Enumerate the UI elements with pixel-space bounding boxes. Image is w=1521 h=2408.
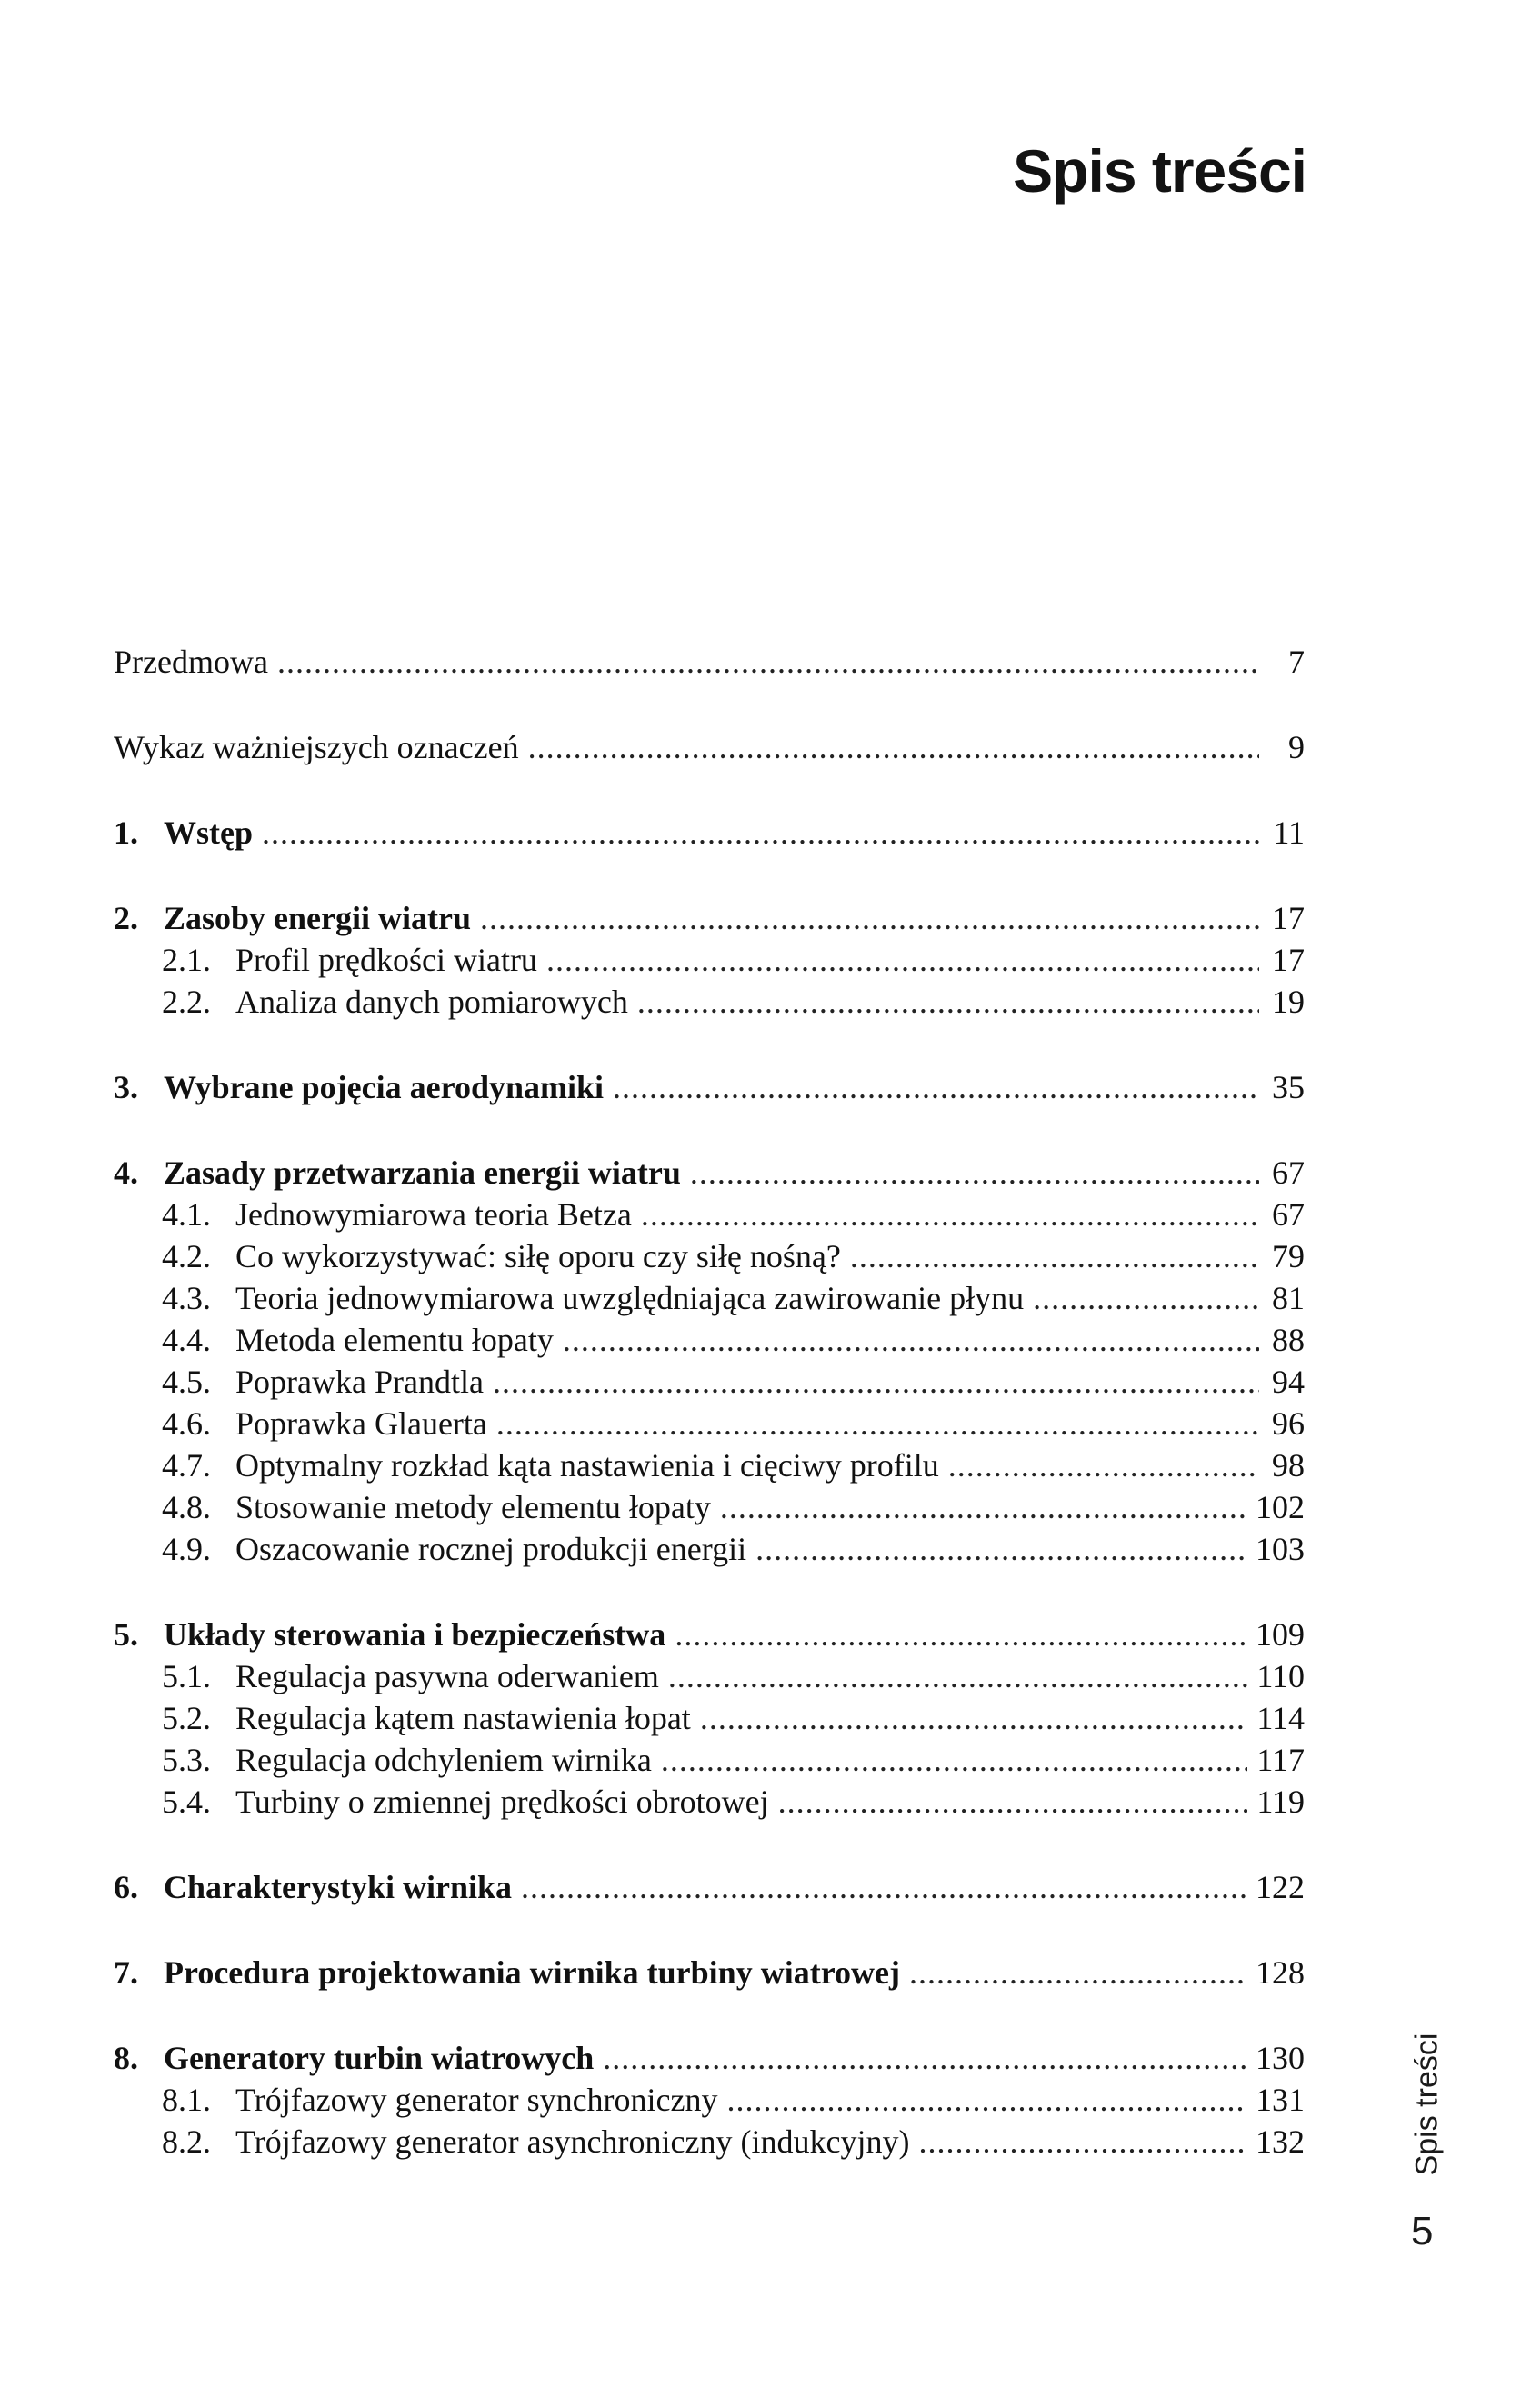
toc-entry-page: 17 (1272, 900, 1305, 936)
toc-entry-wykaz[interactable] (114, 726, 1305, 768)
toc-leader-dots (613, 1066, 1259, 1108)
toc-chapter-number: 8. (114, 2040, 138, 2076)
toc-group-chapter-6 (114, 1866, 1305, 1908)
toc-leader-dots (563, 1319, 1259, 1361)
toc-section-4-5[interactable] (114, 1361, 1305, 1403)
toc-leader-dots (521, 1866, 1246, 1908)
toc-chapter-6[interactable] (114, 1866, 1305, 1908)
toc-leader-dots (700, 1697, 1248, 1739)
toc-leader-dots (637, 981, 1259, 1023)
toc-entry-page: 67 (1272, 1196, 1305, 1233)
toc-chapter-2[interactable] (114, 897, 1305, 939)
toc-entry-page: 122 (1256, 1869, 1305, 1905)
toc-leader-dots (496, 1403, 1259, 1444)
toc-entry-page: 94 (1272, 1364, 1305, 1400)
toc-leader-dots (603, 2037, 1246, 2079)
toc-section-number: 4.7. (162, 1447, 211, 1484)
toc-entry-page: 9 (1288, 729, 1305, 765)
toc-leader-dots (909, 1952, 1246, 1993)
toc-leader-dots (675, 1614, 1246, 1655)
toc-entry-page: 81 (1272, 1280, 1305, 1316)
toc-entry-page: 103 (1256, 1531, 1305, 1567)
toc-section-number: 8.1. (162, 2082, 211, 2118)
toc-leader-dots (948, 1444, 1259, 1486)
toc-entry-page: 102 (1256, 1489, 1305, 1525)
toc-section-4-3[interactable] (114, 1277, 1305, 1319)
toc-entry-przedmowa[interactable] (114, 641, 1305, 683)
toc-group-chapter-7 (114, 1952, 1305, 1993)
side-section-tab-label: Spis treści (1409, 2033, 1445, 2176)
toc-section-5-2[interactable] (114, 1697, 1305, 1739)
toc-leader-dots (480, 897, 1259, 939)
toc-section-4-7[interactable] (114, 1444, 1305, 1486)
toc-section-title: Regulacja odchyleniem wirnika (235, 1742, 652, 1778)
toc-section-title: Poprawka Glauerta (235, 1405, 487, 1442)
toc-leader-dots (690, 1152, 1259, 1194)
toc-chapter-number: 2. (114, 900, 138, 936)
toc-chapter-title: Generatory turbin wiatrowych (164, 2040, 595, 2076)
toc-group-chapter-8 (114, 2037, 1305, 2163)
toc-entry-page: 131 (1256, 2082, 1305, 2118)
toc-entry-page: 96 (1272, 1405, 1305, 1442)
toc-chapter-5[interactable] (114, 1614, 1305, 1655)
toc-chapter-4[interactable] (114, 1152, 1305, 1194)
toc-section-number: 4.8. (162, 1489, 211, 1525)
toc-section-number: 5.1. (162, 1658, 211, 1694)
toc-entry-page: 19 (1272, 984, 1305, 1020)
toc-entry-page: 7 (1288, 644, 1305, 680)
toc-chapter-title: Wstęp (164, 814, 253, 851)
toc-section-title: Trójfazowy generator synchroniczny (235, 2082, 718, 2118)
toc-section-number: 4.2. (162, 1238, 211, 1274)
toc-chapter-number: 3. (114, 1069, 138, 1105)
toc-chapter-number: 7. (114, 1954, 138, 1991)
toc-entry-page: 110 (1256, 1658, 1305, 1694)
toc-section-number: 4.3. (162, 1280, 211, 1316)
toc-section-number: 4.5. (162, 1364, 211, 1400)
toc-chapter-title: Układy sterowania i bezpieczeństwa (164, 1616, 666, 1653)
toc-entry-page: 117 (1256, 1742, 1305, 1778)
toc-section-number: 4.9. (162, 1531, 211, 1567)
toc-entry-page: 128 (1256, 1954, 1305, 1991)
toc-leader-dots (668, 1655, 1248, 1697)
toc-entry-page: 88 (1272, 1322, 1305, 1358)
toc-entry-text: Przedmowa (114, 644, 268, 680)
toc-entry-page: 119 (1256, 1784, 1305, 1820)
toc-leader-dots (493, 1361, 1259, 1403)
toc-section-5-4[interactable] (114, 1781, 1305, 1823)
toc-section-number: 5.3. (162, 1742, 211, 1778)
toc-section-number: 2.2. (162, 984, 211, 1020)
toc-section-number: 4.1. (162, 1196, 211, 1233)
toc-entry-page: 11 (1273, 814, 1305, 851)
toc-section-4-2[interactable] (114, 1235, 1305, 1277)
toc-section-title: Analiza danych pomiarowych (235, 984, 628, 1020)
toc-chapter-title: Zasady przetwarzania energii wiatru (164, 1154, 681, 1191)
toc-section-2-2[interactable] (114, 981, 1305, 1023)
toc-section-number: 5.2. (162, 1700, 211, 1736)
toc-leader-dots (528, 726, 1259, 768)
toc-leader-dots (778, 1781, 1248, 1823)
toc-entry-page: 67 (1272, 1154, 1305, 1191)
toc-section-title: Optymalny rozkład kąta nastawienia i cięciwy profilu (235, 1447, 939, 1484)
toc-section-title: Jednowymiarowa teoria Betza (235, 1196, 632, 1233)
toc-section-2-1[interactable] (114, 939, 1305, 981)
toc-entry-page: 98 (1272, 1447, 1305, 1484)
toc-section-4-8[interactable] (114, 1486, 1305, 1528)
page-number: 5 (1411, 2209, 1434, 2253)
toc-section-title: Regulacja pasywna oderwaniem (235, 1658, 659, 1694)
toc-entry-page: 114 (1256, 1700, 1305, 1736)
toc-group-chapter-5 (114, 1614, 1305, 1823)
toc-chapter-title: Zasoby energii wiatru (164, 900, 471, 936)
toc-section-4-4[interactable] (114, 1319, 1305, 1361)
toc-section-number: 4.4. (162, 1322, 211, 1358)
toc-leader-dots (661, 1739, 1247, 1781)
toc-leader-dots (755, 1528, 1246, 1570)
toc-leader-dots (918, 2121, 1246, 2163)
toc-section-number: 2.1. (162, 942, 211, 978)
toc-entry-page: 132 (1256, 2123, 1305, 2160)
toc-group-chapter-2 (114, 897, 1305, 1023)
toc-leader-dots (850, 1235, 1259, 1277)
toc-chapter-8[interactable] (114, 2037, 1305, 2079)
toc-leader-dots (262, 812, 1259, 854)
toc-group-chapter-3 (114, 1066, 1305, 1108)
toc-section-4-9[interactable] (114, 1528, 1305, 1570)
toc-chapter-1[interactable] (114, 812, 1305, 854)
toc-entry-page: 79 (1272, 1238, 1305, 1274)
toc-group-chapter-1 (114, 812, 1305, 854)
toc-section-title: Teoria jednowymiarowa uwzględniająca zawirowanie płynu (235, 1280, 1025, 1316)
toc-section-number: 8.2. (162, 2123, 211, 2160)
toc-leader-dots (1033, 1277, 1259, 1319)
toc-section-4-1[interactable] (114, 1194, 1305, 1235)
toc-entry-page: 130 (1256, 2040, 1305, 2076)
page-title: Spis treści (1013, 137, 1306, 205)
toc-group-chapter-4 (114, 1152, 1305, 1570)
toc-entry-page: 35 (1272, 1069, 1305, 1105)
toc-section-title: Co wykorzystywać: siłę oporu czy siłę nośną? (235, 1238, 841, 1274)
toc-section-title: Oszacowanie rocznej produkcji energii (235, 1531, 747, 1567)
toc-entry-page: 17 (1272, 942, 1305, 978)
toc-section-5-1[interactable] (114, 1655, 1305, 1697)
toc-chapter-title: Charakterystyki wirnika (164, 1869, 513, 1905)
toc-chapter-number: 1. (114, 814, 138, 851)
toc-entry-text: Wykaz ważniejszych oznaczeń (114, 729, 519, 765)
toc-chapter-title: Wybrane pojęcia aerodynamiki (164, 1069, 604, 1105)
toc-chapter-number: 5. (114, 1616, 138, 1653)
toc-section-title: Profil prędkości wiatru (235, 942, 537, 978)
toc-leader-dots (727, 2079, 1246, 2121)
toc-section-8-1[interactable] (114, 2079, 1305, 2121)
toc-chapter-3[interactable] (114, 1066, 1305, 1108)
toc-leader-dots (546, 939, 1259, 981)
toc-chapter-number: 4. (114, 1154, 138, 1191)
table-of-contents (114, 641, 1305, 2206)
toc-leader-dots (720, 1486, 1246, 1528)
toc-chapter-title: Procedura projektowania wirnika turbiny wiatrowej (164, 1954, 900, 1991)
toc-section-title: Trójfazowy generator asynchroniczny (indukcyjny) (235, 2123, 910, 2160)
side-section-tab (1400, 2023, 1455, 2186)
toc-entry-page: 109 (1256, 1616, 1305, 1653)
toc-section-8-2[interactable] (114, 2121, 1305, 2163)
toc-leader-dots (641, 1194, 1259, 1235)
toc-group-wykaz (114, 726, 1305, 768)
toc-group-przedmowa (114, 641, 1305, 683)
toc-section-title: Regulacja kątem nastawienia łopat (235, 1700, 691, 1736)
toc-section-title: Turbiny o zmiennej prędkości obrotowej (235, 1784, 769, 1820)
toc-leader-dots (277, 641, 1259, 683)
toc-section-number: 4.6. (162, 1405, 211, 1442)
toc-section-4-6[interactable] (114, 1403, 1305, 1444)
toc-section-number: 5.4. (162, 1784, 211, 1820)
toc-section-title: Stosowanie metody elementu łopaty (235, 1489, 711, 1525)
toc-chapter-number: 6. (114, 1869, 138, 1905)
toc-chapter-7[interactable] (114, 1952, 1305, 1993)
toc-section-title: Poprawka Prandtla (235, 1364, 484, 1400)
toc-section-5-3[interactable] (114, 1739, 1305, 1781)
toc-section-title: Metoda elementu łopaty (235, 1322, 554, 1358)
